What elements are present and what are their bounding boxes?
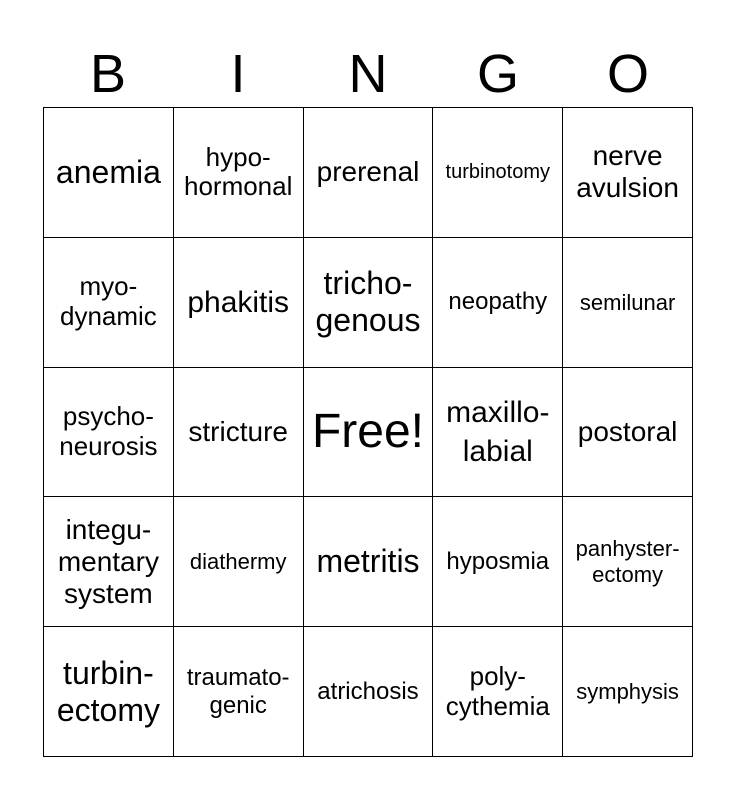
cell-label: traumato- genic [186,664,290,719]
free-space-label: Free! [311,405,424,459]
bingo-board [43,107,693,757]
bingo-cell[interactable] [563,627,693,757]
cell-label: phakitis [187,285,290,319]
bingo-cell[interactable] [433,238,563,368]
bingo-cell[interactable] [44,238,174,368]
bingo-cell[interactable] [433,497,563,627]
bingo-cell[interactable] [304,627,434,757]
bingo-cell[interactable] [563,108,693,238]
header-letter-i: I [230,44,246,104]
bingo-cell[interactable] [44,627,174,757]
cell-label: diathermy [189,549,287,575]
cell-label: hyposmia [446,547,550,575]
cell-label: neopathy [448,288,548,316]
bingo-cell[interactable] [174,238,304,368]
bingo-cell[interactable] [563,497,693,627]
bingo-cell[interactable] [174,497,304,627]
cell-label: metritis [316,543,420,580]
bingo-cell[interactable] [304,497,434,627]
free-space[interactable] [304,368,434,498]
cell-label: semilunar [579,289,676,315]
cell-label: integu- mentary system [57,513,159,609]
bingo-cell[interactable] [433,627,563,757]
bingo-header [43,40,693,108]
cell-label: prerenal [316,156,420,188]
cell-label: stricture [188,415,288,447]
bingo-cell[interactable] [433,368,563,498]
bingo-cell[interactable] [174,108,304,238]
bingo-cell[interactable] [563,238,693,368]
cell-label: psycho- neurosis [59,401,158,461]
cell-label: turbinotomy [445,160,551,183]
cell-label: nerve avulsion [576,140,679,204]
bingo-cell[interactable] [304,108,434,238]
header-letter-g: G [476,44,519,104]
bingo-cell[interactable] [304,238,434,368]
cell-label: atrichosis [317,677,419,705]
cell-label: maxillo- labial [446,395,550,468]
bingo-cell[interactable] [563,368,693,498]
header-letter-o: O [606,44,649,104]
cell-label: turbin- ectomy [56,654,160,728]
cell-label: poly- cythemia [445,660,550,721]
cell-label: myo- dynamic [59,271,157,332]
cell-label: anemia [55,154,161,190]
bingo-cell[interactable] [174,627,304,757]
cell-label: hypo- hormonal [183,141,293,202]
cell-label: symphysis [576,678,679,704]
cell-label: panhyster- ectomy [575,536,680,587]
header-letter-b: B [89,44,127,104]
bingo-cell[interactable] [44,368,174,498]
bingo-cell[interactable] [433,108,563,238]
bingo-cell[interactable] [44,108,174,238]
header-letter-n: N [348,44,388,104]
cell-label: postoral [577,415,678,447]
cell-label: tricho- genous [315,265,421,339]
bingo-cell[interactable] [44,497,174,627]
bingo-cell[interactable] [174,368,304,498]
